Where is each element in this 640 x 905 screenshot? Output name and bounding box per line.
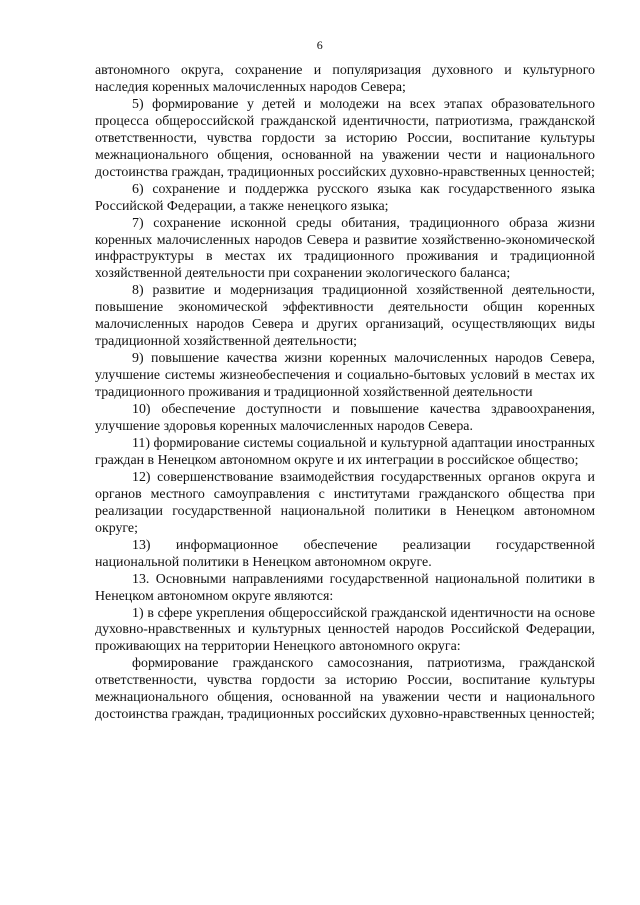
list-item-5: 5) формирование у детей и молодежи на всех этапах образовательного процесса общероссийской гражданской идентичности, патриотизма, гражданской ответственности, чувства гордости за историю России, воспитание культуры межнационального общения, основанной на уважении чести и национального достоинства граждан, традиционных российских духовно-нравственных ценностей; (95, 96, 595, 180)
list-item-8: 8) развитие и модернизация традиционной хозяйственной деятельности, повышение экономической эффективности деятельности общин коренных малочисленных народов Севера и других организаций, осуществляющих виды традиционной хозяйственной деятельности; (95, 283, 595, 350)
list-item-13: 13) информационное обеспечение реализации государственной национальной политики в Ненецком автономном округе. (95, 537, 595, 570)
list-item-6: 6) сохранение и поддержка русского языка как государственного языка Российской Федерации, а также ненецкого языка; (95, 181, 595, 214)
direction-item-1: 1) в сфере укрепления общероссийской гражданской идентичности на основе духовно-нравственных и культурных ценностей народов Российской Федерации, проживающих на территории Ненецкого автономного округа: (95, 605, 595, 655)
section-13-heading: 13. Основными направлениями государственной национальной политики в Ненецком автономном округе являются: (95, 571, 595, 604)
paragraph-continuation: автономного округа, сохранение и популяризация духовного и культурного наследия коренных малочисленных народов Севера; (95, 63, 595, 95)
direction-item-1-detail: формирование гражданского самосознания, патриотизма, гражданской ответственности, чувства гордости за историю России, воспитание культуры межнационального общения, основанной на уважении чести и национального достоинства граждан, традиционных российских духовно-нравственных ценностей; (95, 656, 595, 723)
page-number: 6 (316, 38, 324, 52)
document-body (95, 63, 595, 724)
list-item-10: 10) обеспечение доступности и повышение качества здравоохранения, улучшение здоровья коренных малочисленных народов Севера. (95, 402, 595, 435)
list-item-12: 12) совершенствование взаимодействия государственных органов округа и органов местного самоуправления с институтами гражданского общества при реализации государственной национальной политики в Ненецком автономном округе; (95, 469, 595, 536)
list-item-11: 11) формирование системы социальной и культурной адаптации иностранных граждан в Ненецком автономном округе и их интеграции в российское общество; (95, 435, 595, 468)
list-item-7: 7) сохранение исконной среды обитания, традиционного образа жизни коренных малочисленных народов Севера и развитие хозяйственно-экономической инфраструктуры в местах их традиционного проживания и традиционной хозяйственной деятельности при сохранении экологического баланса; (95, 215, 595, 282)
list-item-9: 9) повышение качества жизни коренных малочисленных народов Севера, улучшение системы жизнеобеспечения и социально-бытовых условий в местах их традиционного проживания и традиционной хозяйственной деятельности (95, 351, 595, 401)
